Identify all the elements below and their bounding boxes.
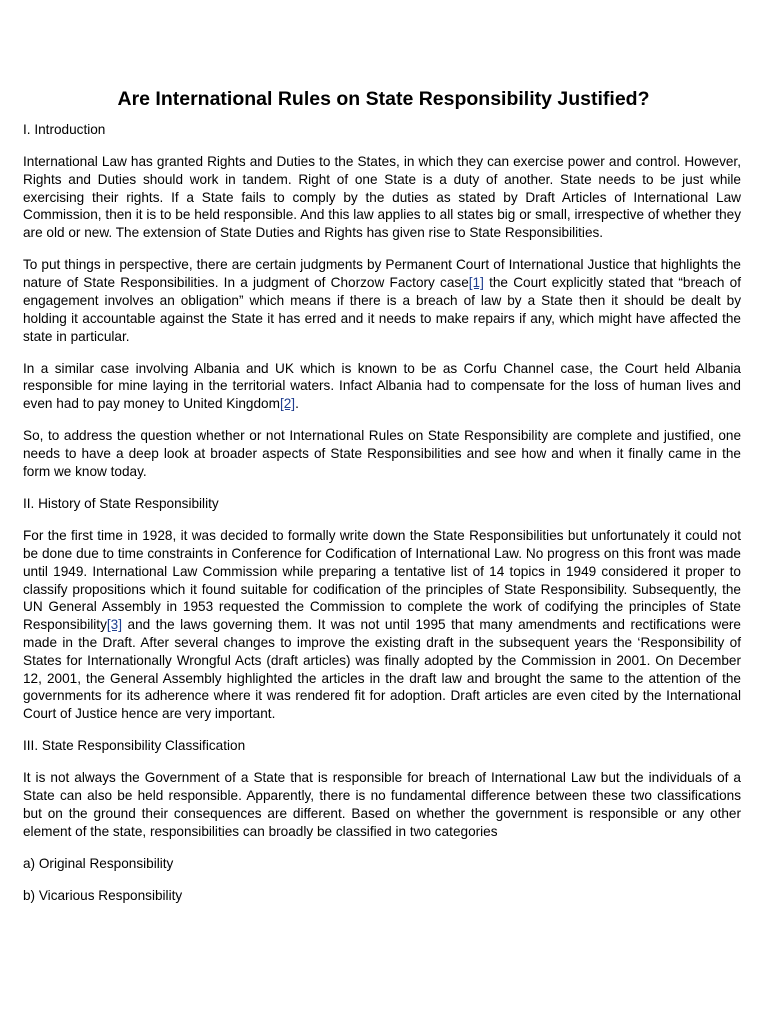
paragraph: [23, 427, 741, 480]
paragraph-text: the Court explicitly stated that “breach of engagement involves an obligation” which means if there is a breach of law by a State then it should be dealt by holding it accountable against the State it has erred and it needs to make repairs if any, which might have affected the state in particular.: [23, 275, 741, 344]
document-title: Are International Rules on State Responsibility Justified?: [117, 88, 650, 110]
paragraph-text: International Law has granted Rights and Duties to the States, in which they can exercise power and control. However, Rights and Duties should work in tandem. Right of one State is a duty of another. State needs to be just while exercising their rights. If a State fails to comply by the duties as stated by Draft Articles of International Law Commission, then it is to be held responsible. And this law applies to all states big or small, irrespective of whether they are old or new. The extension of State Duties and Rights has given rise to State Responsibilities.: [23, 154, 741, 241]
paragraph-text: It is not always the Government of a State that is responsible for breach of International Law but the individuals of a State can also be held responsible. Apparently, there is no fundamental difference between these two classifications but on the ground their consequences are different. Based on whether the government is responsible or any other element of the state, responsibilities can broadly be classified in two categories: [23, 770, 741, 839]
paragraph-text: and the laws governing them. It was not until 1995 that many amendments and rectifications were made in the Draft. After several changes to improve the existing draft in the subsequent years the ‘Responsibility of States for Internationally Wrongful Acts (draft articles) was finally adopted by the Commission in 2001. On December 12, 2001, the General Assembly highlighted the articles in the draft law and brought the same to the attention of the governments for its adherence where it was rendered fit for adoption. Draft articles are even cited by the International Court of Justice hence are very important.: [23, 617, 741, 722]
document-page: [23, 86, 741, 905]
paragraph: [23, 527, 741, 723]
section-heading-classification: III. State Responsibility Classification: [23, 738, 246, 754]
paragraph-text: .: [295, 396, 299, 412]
paragraph: [23, 153, 741, 242]
list-item-text: b) Vicarious Responsibility: [23, 887, 183, 903]
paragraph: [23, 256, 741, 345]
paragraph-text: For the first time in 1928, it was decided to formally write down the State Responsibilities but unfortunately it could not be done due to time constraints in Conference for Codification of International Law. No progress on this front was made until 1949. International Law Commission while preparing a tentative list of 14 topics in 1949 considered it proper to classify propositions which it found suitable for codification of the principles of State Responsibility. Subsequently, the UN General Assembly in 1953 requested the Commission to complete the work of codifying the principles of State Responsibility: [23, 528, 741, 633]
paragraph: [23, 360, 741, 413]
footnote-link-1[interactable]: [1]: [468, 275, 484, 291]
footnote-link-2[interactable]: [2]: [279, 396, 296, 412]
paragraph-text: To put things in perspective, there are certain judgments by Permanent Court of International Justice that highlights the nature of State Responsibilities. In a judgment of Chorzow Factory case: [23, 257, 741, 291]
footnote-link-3[interactable]: [3]: [106, 617, 122, 633]
section-heading-introduction: I. Introduction: [23, 122, 106, 137]
list-item-text: a) Original Responsibility: [23, 855, 174, 871]
paragraph-text: In a similar case involving Albania and UK which is known to be as Corfu Channel case, the Court held Albania responsible for mine laying in the territorial waters. Infact Albania had to compensate for the loss of human lives and even had to pay money to United Kingdom: [23, 360, 741, 412]
paragraph: [23, 769, 741, 840]
list-item-vicarious-responsibility: [23, 887, 741, 905]
section-heading-history: II. History of State Responsibility: [23, 496, 219, 512]
paragraph-text: So, to address the question whether or not International Rules on State Responsibility are complete and justified, one needs to have a deep look at broader aspects of State Responsibilities and see how and when it finally came in the form we know today.: [23, 428, 741, 479]
list-item-original-responsibility: [23, 855, 741, 873]
